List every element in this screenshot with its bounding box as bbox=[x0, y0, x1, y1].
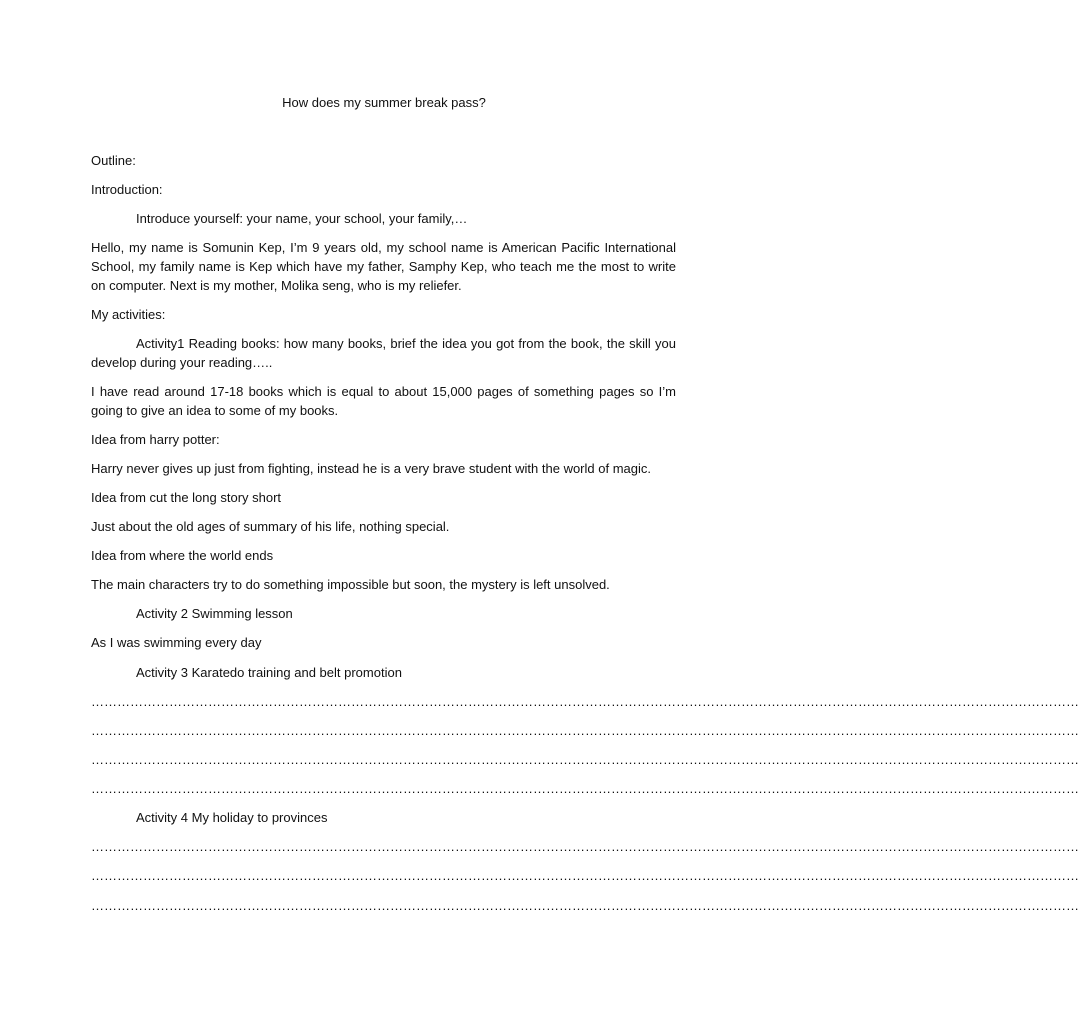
idea3-text: The main characters try to do something impossible but soon, the mystery is left unsolved. bbox=[91, 577, 610, 592]
idea1-heading: Idea from harry potter: bbox=[91, 432, 220, 447]
activity4-heading: Activity 4 My holiday to provinces bbox=[136, 810, 328, 825]
introduction-prompt: Introduce yourself: your name, your school, your family,… bbox=[136, 211, 468, 226]
activity2-heading: Activity 2 Swimming lesson bbox=[136, 606, 293, 621]
activity2-text: As I was swimming every day bbox=[91, 635, 262, 650]
idea2-heading: Idea from cut the long story short bbox=[91, 490, 282, 505]
idea3-heading: Idea from where the world ends bbox=[91, 548, 274, 563]
activities-label: My activities: bbox=[91, 307, 166, 322]
activity1-prompt: Activity1 Reading books: how many books, brief the idea you got from the book, the skill you develop during your reading….. bbox=[91, 336, 676, 370]
outline-label: Outline: bbox=[91, 153, 136, 168]
introduction-paragraph: Hello, my name is Somunin Kep, I’m 9 years old, my school name is American Pacific International School, my family name is Kep which have my father, Samphy Kep, who teach me the most to write on computer. Next is my mother, Molika seng, who is my reliefer. bbox=[91, 240, 676, 293]
idea1-text: Harry never gives up just from fighting, instead he is a very brave student with the world of magic. bbox=[91, 461, 651, 476]
dotted-answer-line: ………………………………………………………………………………………………………………………………………………………………………………………………………… bbox=[91, 723, 1079, 738]
dotted-answer-line: ………………………………………………………………………………………………………………………………………………………………………………………………………… bbox=[91, 868, 1079, 883]
document-title: How does my summer break pass? bbox=[282, 95, 486, 110]
dotted-answer-line: ………………………………………………………………………………………………………………………………………………………………………………………………………… bbox=[91, 752, 1079, 767]
dotted-answer-line: ………………………………………………………………………………………………………………………………………………………………………………………………………… bbox=[91, 694, 1079, 709]
dotted-answer-line: ………………………………………………………………………………………………………………………………………………………………………………………………………… bbox=[91, 781, 1079, 796]
dotted-answer-line: ………………………………………………………………………………………………………………………………………………………………………………………………………… bbox=[91, 839, 1079, 854]
dotted-answer-line: ………………………………………………………………………………………………………………………………………………………………………………………………………… bbox=[91, 898, 1079, 913]
introduction-label: Introduction: bbox=[91, 182, 163, 197]
activity1-paragraph: I have read around 17-18 books which is equal to about 15,000 pages of something pages so I’m going to give an idea to some of my books. bbox=[91, 384, 676, 418]
activity3-heading: Activity 3 Karatedo training and belt promotion bbox=[136, 665, 402, 680]
idea2-text: Just about the old ages of summary of his life, nothing special. bbox=[91, 519, 450, 534]
